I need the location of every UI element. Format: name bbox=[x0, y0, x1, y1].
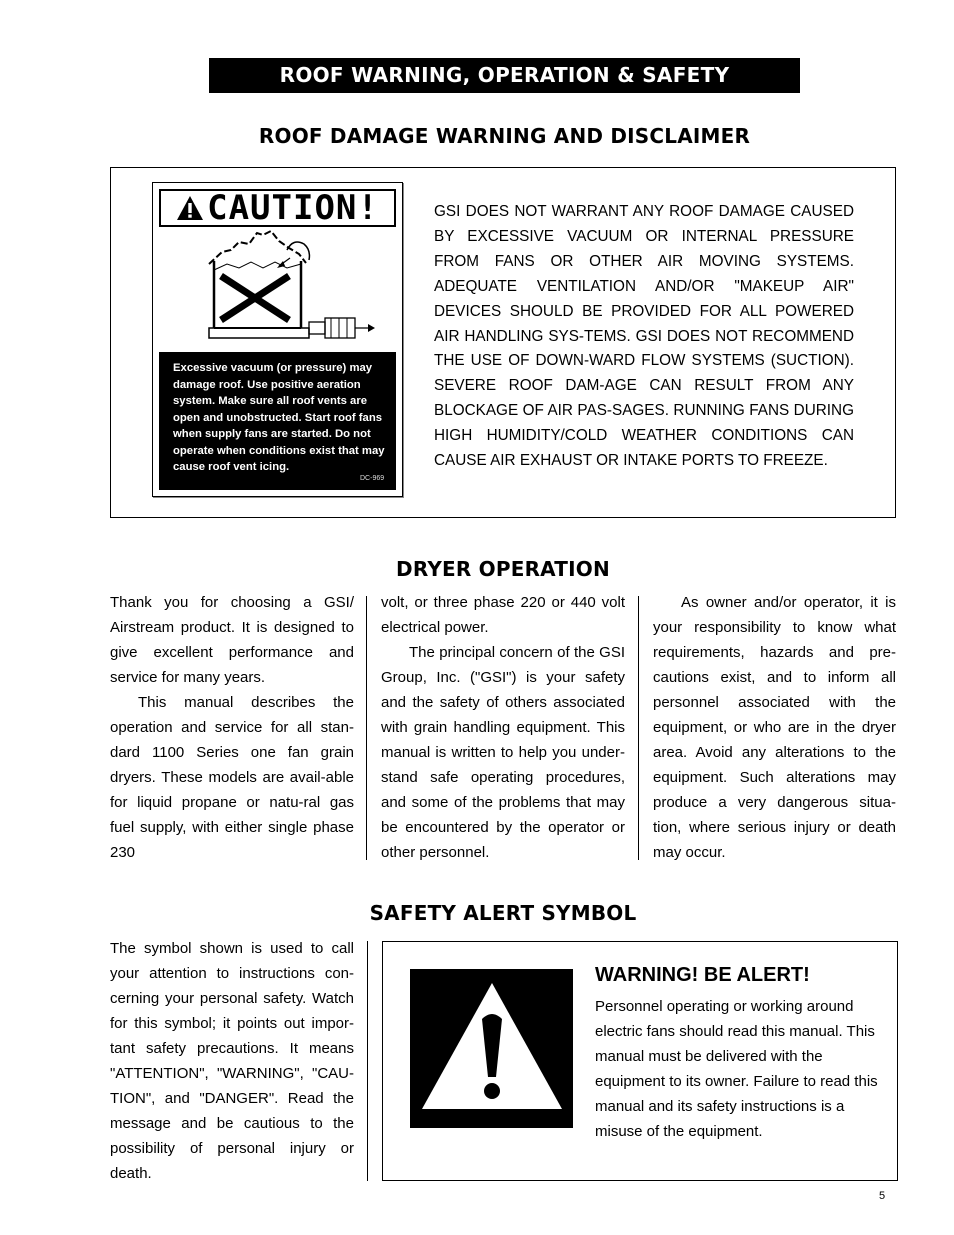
warning-text: Personnel operating or working around electric fans should read this manual. This manual must be delivered with the equipment to its owner. Failure to read this manual and its safety instructions is a misuse of the equipment. bbox=[595, 998, 878, 1140]
column-divider bbox=[638, 596, 639, 860]
dryer-heading: DRYER OPERATION bbox=[396, 557, 610, 581]
caution-label-text: Excessive vacuum (or pressure) may damage roof. Use positive aeration system. Make sure all roof vents are open and unobstructed. Start roof fans when supply fans are started. Do not operate when conditions exist that may cause roof vent icing. bbox=[173, 362, 385, 473]
safety-heading: SAFETY ALERT SYMBOL bbox=[369, 901, 637, 925]
roof-disclaimer-body: GSI DOES NOT WARRANT ANY ROOF DAMAGE CAUSED BY EXCESSIVE VACUUM OR INTERNAL PRESSURE FROM FANS OR OTHER AIR MOVING SYSTEMS. ADEQUATE VENTILATION AND/OR "MAKEUP AIR" DEVICES SHOULD BE PROVIDED FOR ALL POWERED AIR HANDLING SYS-TEMS. GSI DOES NOT RECOMMEND THE USE OF DOWN-WARD FLOW SYSTEMS (SUCTION). SEVERE ROOF DAM-AGE CAN RESULT FROM ANY BLOCKAGE OF AIR PAS-SAGES. RUNNING FANS DURING HIGH HUMIDITY/COLD WEATHER CONDITIONS CAN CAUSE AIR EXHAUST OR INTAKE PORTS TO FREEZE. bbox=[434, 203, 854, 470]
dryer-col1-paragraph-1: Thank you for choosing a GSI/ Airstream product. It is designed to give excellent performance and service for many years. bbox=[110, 594, 354, 686]
roof-damage-illustration bbox=[159, 228, 396, 352]
warning-title: WARNING! BE ALERT! bbox=[595, 964, 810, 986]
dryer-col3-paragraph-1: As owner and/or operator, it is your responsibility to know what requirements, hazards and pre-cautions exist, and to inform all personnel associated with the equipment, or who are in the dryer area. Avoid any alterations to the equipment. Such alterations may produce a very dangerous situa-tion, where serious injury or death may occur. bbox=[653, 594, 896, 861]
safety-text: The symbol shown is used to call your attention to instructions con-cerning your personal safety. Watch for this symbol; it points out impor-tant safety precautions. It means "ATTENTION", "WARNING", "CAU-TION", and "DANGER". Read the message and be cautious to the possibility of personal injury or death. bbox=[110, 940, 354, 1182]
dryer-col2-paragraph-2: The principal concern of the GSI Group, Inc. ("GSI") is your safety and the safety of others associated with grain handling equipment. This manual is written to help you under-stand safe operating procedures, and some of the problems that may be encountered by the operator or other personnel. bbox=[381, 644, 625, 861]
dryer-col2-paragraph-1: volt, or three phase 220 or 440 volt electrical power. bbox=[381, 594, 625, 636]
caution-label-title: CAUTION! bbox=[159, 189, 396, 227]
dryer-col1-paragraph-2: This manual describes the operation and service for all stan-dard 1100 Series one fan grain dryers. These models are avail-able for liquid propane or natu-ral gas fuel supply, with either single phase 230 bbox=[110, 694, 354, 861]
caution-label-code: DC-969 bbox=[360, 475, 385, 482]
section-banner: ROOF WARNING, OPERATION & SAFETY bbox=[209, 58, 800, 93]
dryer-column-2 bbox=[381, 590, 625, 865]
page-number: 5 bbox=[879, 1190, 886, 1202]
safety-alert-icon bbox=[410, 969, 573, 1128]
column-divider bbox=[366, 596, 367, 860]
roof-disclaimer-text bbox=[434, 200, 854, 474]
roof-heading: ROOF DAMAGE WARNING AND DISCLAIMER bbox=[258, 124, 751, 148]
column-divider bbox=[367, 941, 368, 1181]
warning-triangle-icon bbox=[176, 195, 204, 221]
dryer-column-1 bbox=[110, 590, 354, 865]
dryer-column-3 bbox=[653, 590, 896, 865]
